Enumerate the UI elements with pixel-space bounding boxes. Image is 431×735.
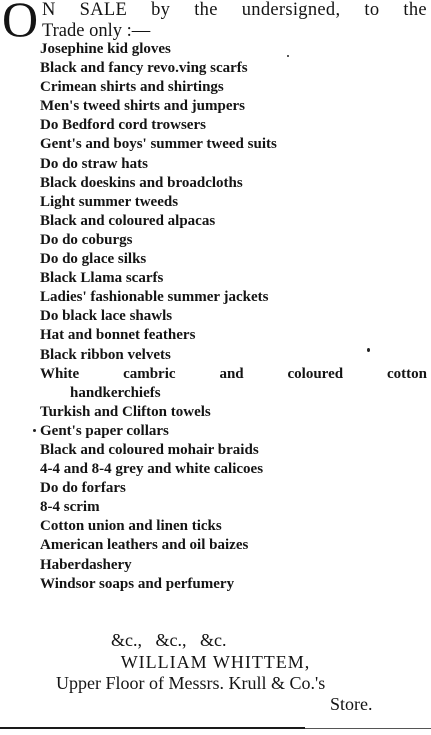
list-item: 4-4 and 8-4 grey and white calicoes (40, 461, 264, 478)
list-item: Light summer tweeds (40, 193, 179, 210)
justified-word: and (219, 365, 244, 382)
address-line-1: Upper Floor of Messrs. Krull & Co.'s (56, 673, 326, 693)
list-item: Do do glace silks (40, 251, 147, 268)
list-item: Josephine kid gloves (40, 41, 171, 57)
signatory-name: WILLIAM WHITTEM, (120, 652, 311, 672)
print-speck (367, 348, 370, 352)
list-item-continuation: handkerchiefs (70, 384, 161, 401)
list-item: Do Bedford cord trowsers (40, 117, 206, 134)
bottom-rule-thin (305, 728, 431, 729)
list-item-justified (40, 365, 427, 384)
list-item: Do do forfars (40, 480, 126, 497)
list-item: American leathers and oil baizes (40, 537, 249, 554)
list-item: Black doeskins and broadcloths (40, 174, 243, 191)
list-item: Turkish and Clifton towels (40, 403, 211, 420)
list-item: Men's tweed shirts and jumpers (40, 98, 245, 115)
intro-word: SALE (79, 0, 128, 20)
bottom-rule (0, 727, 305, 729)
list-item: Haberdashery (40, 556, 132, 573)
list-item: Black Llama scarfs (40, 270, 164, 287)
list-item: Ladies' fashionable summer jackets (40, 289, 269, 306)
list-item: Black and coloured alpacas (40, 212, 216, 229)
list-item: Black ribbon velvets (40, 346, 171, 363)
list-item: Hat and bonnet feathers (40, 327, 196, 344)
drop-cap-letter: O (2, 0, 39, 47)
list-item: 8-4 scrim (40, 499, 100, 516)
intro-line-1 (42, 0, 427, 21)
intro-word: the (194, 0, 218, 20)
address-line-2: Store. (330, 694, 373, 714)
list-item: Windsor soaps and perfumery (40, 575, 235, 592)
print-speck (33, 429, 36, 432)
list-item: Do do coburgs (40, 231, 133, 248)
goods-list (40, 40, 427, 594)
intro-word: the (403, 0, 427, 20)
justified-word: coloured (287, 365, 344, 382)
intro-word: N (42, 0, 56, 20)
list-item: Black and coloured mohair braids (40, 441, 259, 458)
list-item: Gent's paper collars (40, 422, 169, 439)
intro-word: by (151, 0, 171, 20)
list-item: Crimean shirts and shirtings (40, 79, 224, 96)
list-item: Gent's and boys' summer tweed suits (40, 136, 277, 153)
list-item: Do black lace shawls (40, 308, 173, 325)
justified-word: cotton (386, 365, 427, 382)
intro-word: to (364, 0, 380, 20)
intro-line-2: Trade only :— (42, 21, 151, 41)
etcetera-line: &c., &c., &c. (111, 630, 227, 650)
list-item: Do do straw hats (40, 155, 148, 172)
advert-intro (42, 0, 427, 42)
justified-word: White (40, 365, 80, 382)
list-item: Cotton union and linen ticks (40, 518, 222, 535)
list-item: Black and fancy revo.ving scarfs (40, 60, 248, 77)
intro-word: undersigned, (241, 0, 341, 20)
print-speck (287, 55, 289, 57)
justified-word: cambric (123, 365, 176, 382)
